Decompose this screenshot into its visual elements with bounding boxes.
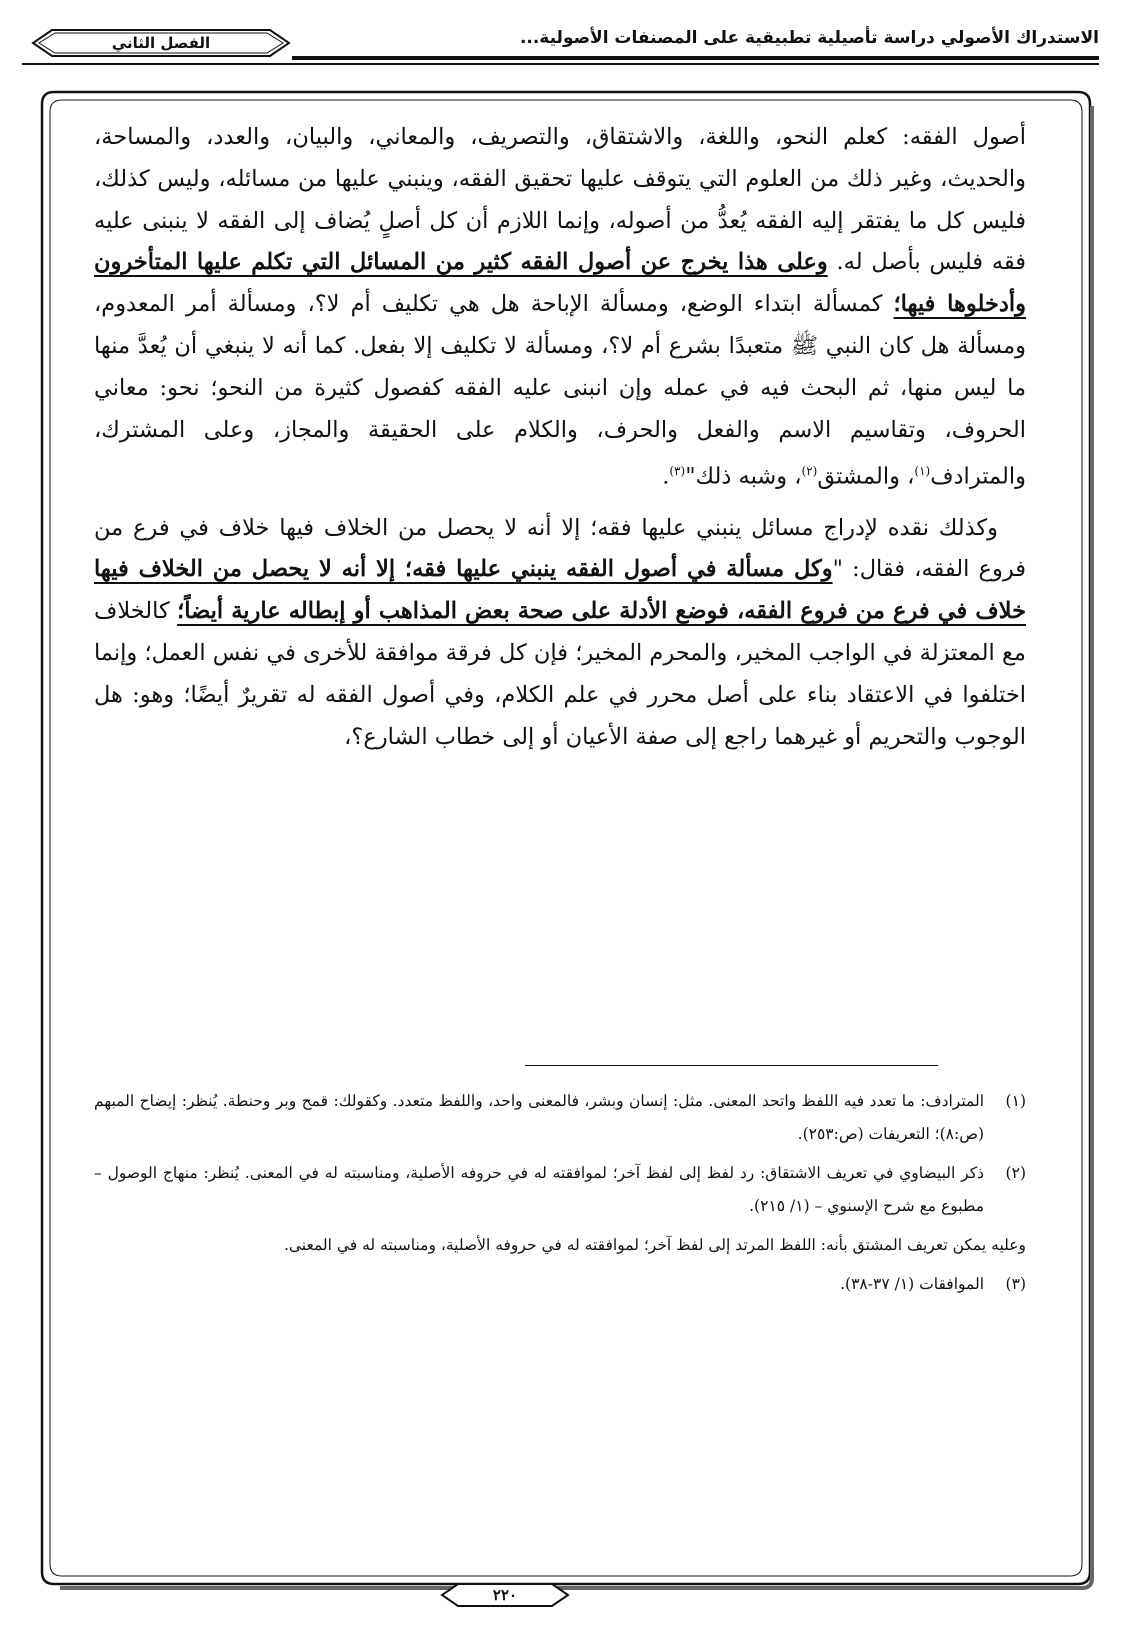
footnote-ref-3[interactable]: (٣) <box>669 464 686 479</box>
chapter-badge <box>30 26 292 60</box>
footnote-number: (٣) <box>1005 1275 1026 1293</box>
footnote-text: ذكر البيضاوي في تعريف الاشتقاق: رد لفظ إلى لفظ آخر؛ لموافقته له في حروفه الأصلية، ومناسبته له في المعنى. يُنظر: منهاج الوصول – مطبوع مع شرح الإسنوي – (١/ ٢١٥). <box>94 1164 984 1215</box>
footnote-1 <box>94 1085 1026 1151</box>
p1-text-d: ، وشبه ذلك" <box>685 463 802 490</box>
footnote-number: (١) <box>1005 1092 1026 1110</box>
p1-text-e: . <box>662 463 670 490</box>
footnote-number: (٢) <box>1005 1164 1026 1182</box>
footnotes <box>94 1085 1026 1307</box>
p1-underlined: وعلى هذا يخرج عن أصول الفقه كثير من المسائل التي تكلم عليها المتأخرون وأدخلوها فيها؛ <box>94 249 1026 318</box>
header-rule-thin <box>22 63 1099 65</box>
header-rule <box>292 56 1099 60</box>
page-number-badge <box>440 1582 570 1608</box>
footnote-separator <box>525 1065 938 1066</box>
chapter-label: الفصل الثاني <box>111 34 211 52</box>
footnote-2-continuation <box>94 1229 1026 1262</box>
p2-underlined: وكل مسألة في أصول الفقه ينبني عليها فقه؛ إلا أنه لا يحصل من الخلاف فيها خلاف في فرع من فروع الفقه، فوضع الأدلة على صحة بعض المذاهب أو إبطاله عارية أيضاً؛ <box>94 556 1026 625</box>
footnote-text: المترادف: ما تعدد فيه اللفظ واتحد المعنى. مثل: إنسان وبشر، فالمعنى واحد، واللفظ متعدد. وكقولك: قمح وبر وحنطة. يُنظر: إيضاح المبهم (ص:٨)؛ التعريفات (ص:٢٥٣). <box>94 1092 984 1143</box>
footnote-ref-2[interactable]: (٢) <box>801 464 818 479</box>
p1-text-a: أصول الفقه: كعلم النحو، واللغة، والاشتقاق، والتصريف، والمعاني، والبيان، والعدد، والمساحة، والحديث، وغير ذلك من العلوم التي يتوقف عليها تحقيق الفقه، وينبني عليها من مسائله، وليس كذلك، فليس كل ما يفتقر إليه الفقه يُعدُّ من أصوله، وإنما اللازم أن كل أصلٍ يُضاف إلى الفقه لا ينبنى عليه فقه فليس بأصل له. <box>94 124 1027 276</box>
p1-text-b: كمسألة ابتداء الوضع، ومسألة الإباحة هل هي تكليف أم لا؟، ومسألة أمر المعدوم، ومسألة هل كان النبي ﷺ متعبدًا بشرع أم لا؟، ومسألة لا تكليف إلا بفعل. كما أنه لا ينبغي أن يُعدَّ منها ما ليس منها، ثم البحث فيه في عمله وإن انبنى عليه الفقه كفصول كثيرة من النحو؛ نحو: معاني الحروف، وتقاسيم الاسم والفعل والحرف، والكلام على الحقيقة والمجاز، وعلى المشترك، والمترادف <box>94 291 1026 490</box>
footnote-2 <box>94 1157 1026 1223</box>
paragraph-1 <box>94 117 1026 499</box>
book-title: الاستدراك الأصولي دراسة تأصيلية تطبيقية على المصنفات الأصولية... <box>519 28 1099 48</box>
page-number: ٢٢٠ <box>492 1586 518 1604</box>
footnote-text: الموافقات (١/ ٣٧-٣٨). <box>840 1275 984 1293</box>
paragraph-2 <box>94 508 1026 759</box>
p1-text-c: ، والمشتق <box>817 463 915 490</box>
footnote-3 <box>94 1268 1026 1301</box>
main-text <box>94 117 1026 758</box>
p2-text-b: كالخلاف مع المعتزلة في الواجب المخير، والمحرم المخير؛ فإن كل فرقة موافقة للأخرى في نفس العمل؛ وإنما اختلفوا في الاعتقاد بناء على أصل محرر في علم الكلام، وفي أصول الفقه له تقريرٌ أيضًا؛ وهو: هل الوجوب والتحريم أو غيرهما راجع إلى صفة الأعيان أو إلى خطاب الشارع؟، <box>94 598 1026 750</box>
footnote-text: وعليه يمكن تعريف المشتق بأنه: اللفظ المرتد إلى لفظ آخر؛ لموافقته له في حروفه الأصلية، ومناسبته له في المعنى. <box>283 1236 1026 1254</box>
footnote-ref-1[interactable]: (١) <box>914 464 931 479</box>
p2-text-a: وكذلك نقده لإدراج مسائل ينبني عليها فقه؛ إلا أنه لا يحصل من الخلاف فيها خلاف في فرع من فروع الفقه، فقال: " <box>94 514 1026 583</box>
